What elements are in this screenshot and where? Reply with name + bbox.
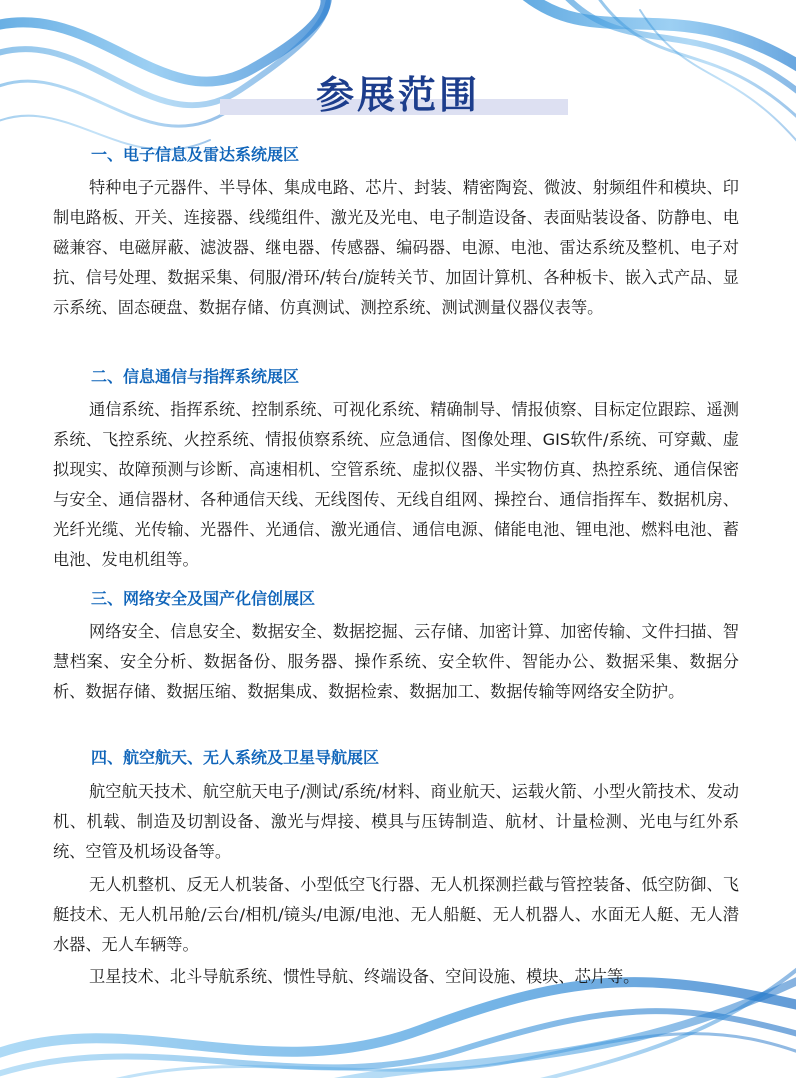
section-heading-communications: 二、信息通信与指挥系统展区 xyxy=(91,367,300,386)
section-electronics-paragraph: 特种电子元器件、半导体、集成电路、芯片、封装、精密陶瓷、微波、射频组件和模块、印制电路板、开关、连接器、线缆组件、激光及光电、电子制造设备、表面贴装设备、防静电、电磁兼容、电磁屏蔽、滤波器、继电器、传感器、编码器、电源、电池、雷达系统及整机、电子对抗、信号处理、数据采集、伺服/滑环/转台/旋转关节、加固计算机、各种板卡、嵌入式产品、显示系统、固态硬盘、数据存储、仿真测试、测控系统、测试测量仪器仪表等。 xyxy=(53,178,739,317)
page-title: 参展范围 xyxy=(315,73,480,117)
section-aerospace-paragraph-satellite: 卫星技术、北斗导航系统、惯性导航、终端设备、空间设施、模块、芯片等。 xyxy=(89,967,640,986)
bottom-wave-decoration xyxy=(0,940,796,1078)
section-heading-electronics: 一、电子信息及雷达系统展区 xyxy=(91,145,300,164)
section-heading-cybersecurity: 三、网络安全及国产化信创展区 xyxy=(91,589,316,608)
section-cybersecurity-paragraph: 网络安全、信息安全、数据安全、数据挖掘、云存储、加密计算、加密传输、文件扫描、智慧档案、安全分析、数据备份、服务器、操作系统、安全软件、智能办公、数据采集、数据分析、数据存储、数据压缩、数据集成、数据检索、数据加工、数据传输等网络安全防护。 xyxy=(53,622,739,701)
section-heading-aerospace: 四、航空航天、无人系统及卫星导航展区 xyxy=(91,748,380,767)
section-aerospace-paragraph-unmanned: 无人机整机、反无人机装备、小型低空飞行器、无人机探测拦截与管控装备、低空防御、飞艇技术、无人机吊舱/云台/相机/镜头/电源/电池、无人船艇、无人机器人、水面无人艇、无人潜水器、无人车辆等。 xyxy=(53,875,739,954)
section-aerospace-paragraph: 航空航天技术、航空航天电子/测试/系统/材料、商业航天、运载火箭、小型火箭技术、发动机、机载、制造及切割设备、激光与焊接、模具与压铸制造、航材、计量检测、光电与红外系统、空管及机场设备等。 xyxy=(53,782,739,861)
section-communications-paragraph: 通信系统、指挥系统、控制系统、可视化系统、精确制导、情报侦察、目标定位跟踪、遥测系统、飞控系统、火控系统、情报侦察系统、应急通信、图像处理、GIS软件/系统、可穿戴、虚拟现实、故障预测与诊断、高速相机、空管系统、虚拟仪器、半实物仿真、热控系统、通信保密与安全、通信器材、各种通信天线、无线图传、无线自组网、操控台、通信指挥车、数据机房、光纤光缆、光传输、光器件、光通信、激光通信、通信电源、储能电池、锂电池、燃料电池、蓄电池、发电机组等。 xyxy=(53,400,739,569)
